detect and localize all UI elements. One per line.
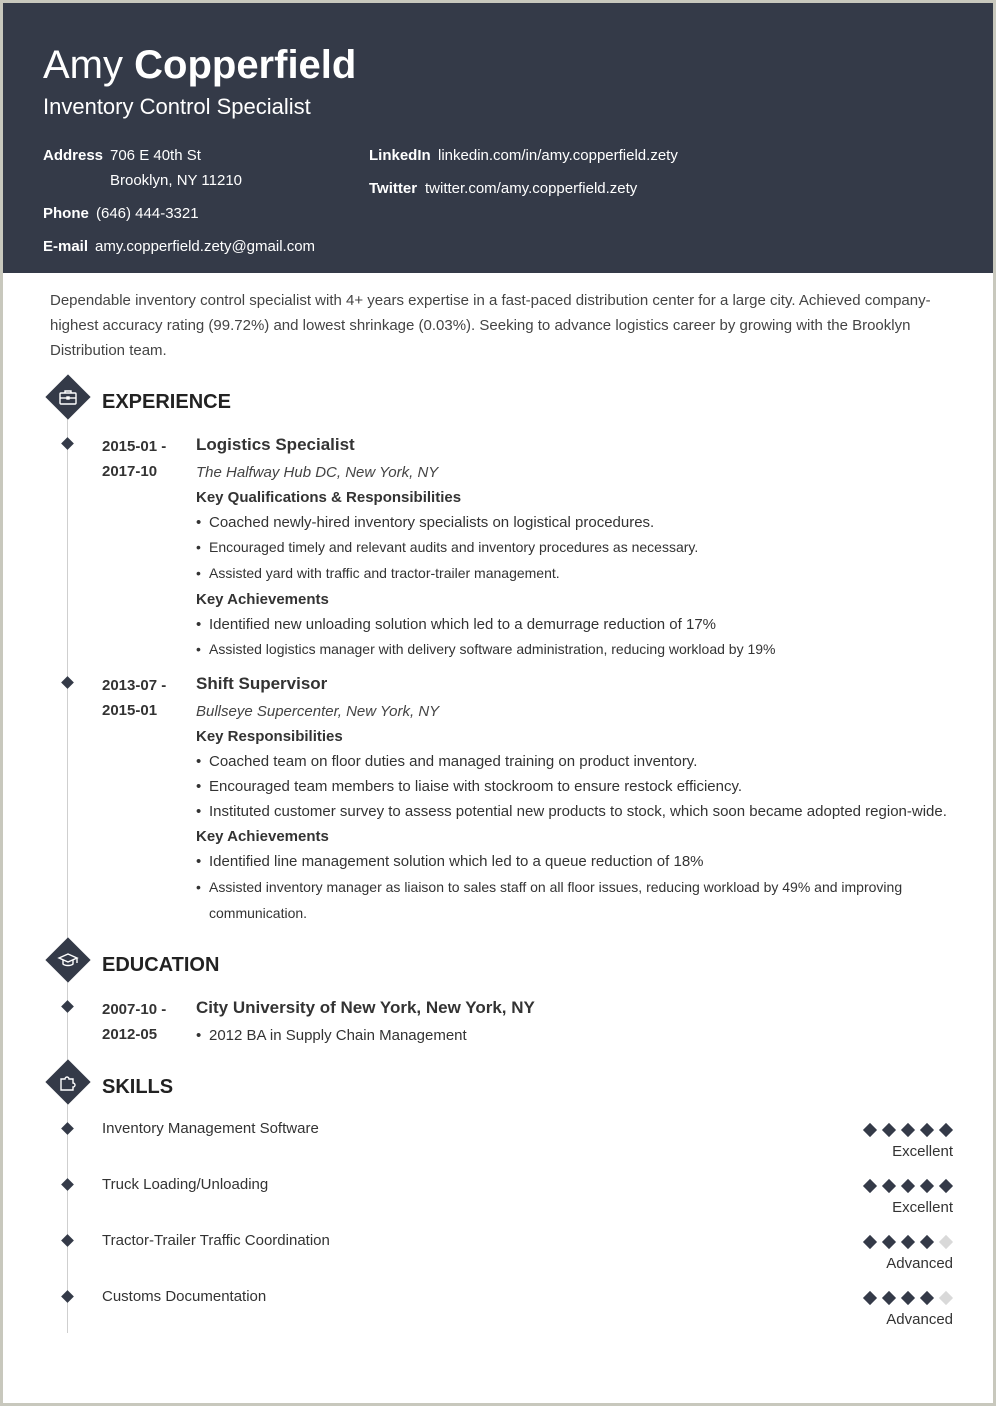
timeline-dot [61,1122,74,1135]
list-item: • Assisted yard with traffic and tractor-trailer management. [196,561,956,586]
rating-diamond-filled [901,1179,915,1193]
skills-heading: SKILLS [102,1076,174,1098]
rating-diamond-filled [920,1235,934,1249]
skill-level: Excellent [892,1143,953,1160]
linkedin-label: LinkedIn [369,147,431,164]
email-value[interactable]: amy.copperfield.zety@gmail.com [95,238,316,255]
resume-header [3,3,993,273]
rating-diamond-filled [920,1123,934,1137]
rating-diamond-filled [901,1291,915,1305]
job-date-start: 2015-01 - [102,438,167,455]
achievements-heading: Key Achievements [196,591,329,608]
profile-summary: Dependable inventory control specialist with 4+ years expertise in a fast-paced distribution center for a large city. Achieved company-highest accuracy rating (99.72%) and lowest shrinkage (0.03%). Seeking to advance logistics career by growing with the Brooklyn Distribution team. [50,292,931,359]
rating-diamond-filled [863,1291,877,1305]
job-title: Logistics Specialist [196,435,355,454]
skill-level: Advanced [886,1255,953,1272]
briefcase-icon [45,374,90,419]
skill-level: Excellent [892,1199,953,1216]
skill-name: Tractor-Trailer Traffic Coordination [102,1232,330,1249]
timeline-dot [61,1178,74,1191]
achievements-heading: Key Achievements [196,828,329,845]
rating-diamond-filled [863,1123,877,1137]
job-title: Shift Supervisor [196,674,328,693]
skill-name: Customs Documentation [102,1288,267,1305]
skill-rating [863,1291,953,1305]
rating-diamond-filled [920,1291,934,1305]
phone-value[interactable]: (646) 444-3321 [96,205,199,222]
rating-diamond-filled [901,1123,915,1137]
rating-diamond-filled [939,1179,953,1193]
list-item: • Coached team on floor duties and managed training on product inventory. [196,749,956,774]
rating-diamond-filled [863,1235,877,1249]
list-item: • Identified line management solution which led to a queue reduction of 18% [196,849,956,874]
rating-diamond-filled [901,1235,915,1249]
skill-rating [863,1235,953,1249]
address-line1: 706 E 40th St [110,147,201,164]
email-label: E-mail [43,238,89,255]
address-line2: Brooklyn, NY 11210 [110,172,243,189]
list-item: • Assisted logistics manager with delivery software administration, reducing workload by 19% [196,637,956,662]
job-title-header: Inventory Control Specialist [43,94,311,119]
edu-date-start: 2007-10 - [102,1001,167,1018]
list-item: • Identified new unloading solution which led to a demurrage reduction of 17% [196,612,956,637]
list-item: • Assisted inventory manager as liaison to sales staff on all floor issues, reducing workload by 49% and improving communication. [196,874,911,926]
employer: Bullseye Supercenter, New York, NY [196,703,440,720]
rating-diamond-filled [863,1179,877,1193]
linkedin-link[interactable]: linkedin.com/in/amy.copperfield.zety [438,147,678,164]
rating-diamond-filled [882,1123,896,1137]
rating-diamond-filled [882,1291,896,1305]
timeline-line [67,398,68,1333]
list-item: • Instituted customer survey to assess potential new products to stock, which soon became adopted region-wide. [196,799,956,824]
rating-diamond-filled [939,1123,953,1137]
candidate-name [43,39,356,91]
rating-diamond-filled [882,1235,896,1249]
timeline-dot [61,1234,74,1247]
education-heading: EDUCATION [102,954,220,976]
list-item: • Encouraged timely and relevant audits and inventory procedures as necessary. [196,535,956,560]
skill-rating [863,1123,953,1137]
rating-diamond-empty [939,1235,953,1249]
skill-level: Advanced [886,1311,953,1328]
responsibilities-heading: Key Qualifications & Responsibilities [196,489,462,506]
twitter-link[interactable]: twitter.com/amy.copperfield.zety [425,180,638,197]
list-item: • Encouraged team members to liaise with stockroom to ensure restock efficiency. [196,774,956,799]
edu-date-end: 2012-05 [102,1026,158,1043]
school-name: City University of New York, New York, NY [196,998,535,1017]
puzzle-icon [45,1059,90,1104]
skill-name: Inventory Management Software [102,1120,319,1137]
rating-diamond-filled [882,1179,896,1193]
phone-label: Phone [43,205,89,222]
employer: The Halfway Hub DC, New York, NY [196,464,439,481]
graduation-cap-icon [45,937,90,982]
address-label: Address [43,147,104,164]
rating-diamond-empty [939,1291,953,1305]
last-name: Copperfield [134,43,357,87]
list-item: • Coached newly-hired inventory specialists on logistical procedures. [196,510,956,535]
job-date-end: 2017-10 [102,463,158,480]
job-date-start: 2013-07 - [102,677,167,694]
timeline-dot [61,1290,74,1303]
twitter-label: Twitter [369,180,418,197]
job-date-end: 2015-01 [102,702,158,719]
rating-diamond-filled [920,1179,934,1193]
experience-heading: EXPERIENCE [102,391,231,413]
skill-name: Truck Loading/Unloading [102,1176,269,1193]
timeline-dot [61,437,74,450]
timeline-dot [61,1000,74,1013]
skill-rating [863,1179,953,1193]
timeline-dot [61,676,74,689]
responsibilities-heading: Key Responsibilities [196,728,343,745]
list-item: • 2012 BA in Supply Chain Management [196,1023,956,1048]
first-name: Amy [43,43,123,87]
